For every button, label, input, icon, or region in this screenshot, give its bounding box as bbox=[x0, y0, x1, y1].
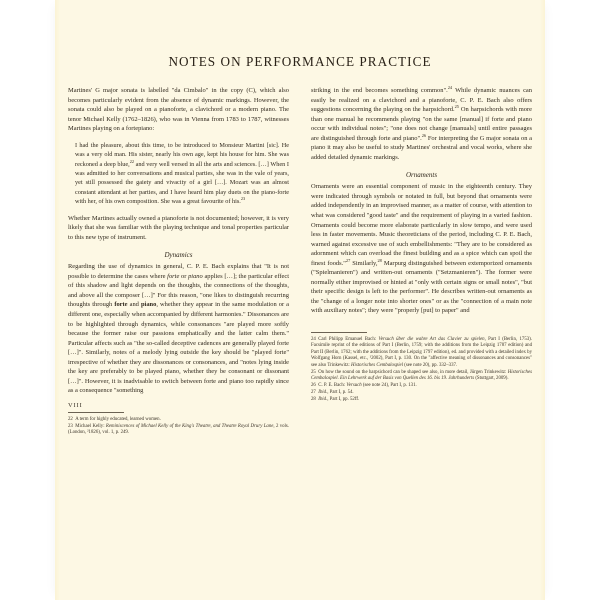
footnote-28-number: 28 bbox=[311, 396, 316, 402]
footnote-ref-26[interactable]: 26 bbox=[421, 132, 427, 138]
footnote-26-text-b: (see note 24), Part I, p. 131. bbox=[361, 382, 417, 388]
footnote-28 bbox=[311, 397, 532, 403]
left-paragraph-2: Whether Martines actually owned a pianoforte is not documented; however, it is very likely that she was familiar with the playing technique and tonal properties particular to this new type of instrument. bbox=[68, 214, 289, 241]
two-column-body bbox=[68, 86, 532, 437]
footnote-26 bbox=[311, 383, 532, 389]
footnote-23-number: 23 bbox=[68, 423, 73, 429]
footnote-24-text-c: (see note 20), pp. 332–337. bbox=[403, 362, 458, 368]
footnote-25 bbox=[311, 370, 532, 383]
footnote-25-text-a: On how the sound on the harpsichord can be shaped see also, in more detail, Jürgen Trinkewitz: bbox=[318, 369, 508, 375]
left-footnotes bbox=[68, 408, 289, 437]
rp2-part-c: Marpurg distinguished between extemporized ornaments ("Spielmanieren") and written-out ornaments ("Setzmanieren"). The former were normally either improvised or hinted at "only with certain signs or small notes", "but their specific design is left to the performer". He describes written-out ornaments as the "change of a longer note into shorter ones" or as the "connection of a main note with auxiliary notes"; they were "properly [put] to paper" and bbox=[311, 259, 532, 315]
right-footnotes bbox=[311, 328, 532, 403]
footnote-25-number: 25 bbox=[311, 369, 316, 375]
footnote-24-title-2: Historisches Cembalospiel bbox=[350, 362, 404, 368]
rp1-part-d: For interpreting the G major sonata on a piano it may also be useful to study Martines' orchestral and vocal works, where she added detailed dynamic markings. bbox=[311, 134, 532, 161]
rp1-part-b: While dynamic nuances can easily be realized on a clavichord and a pianoforte, C. P. E. Bach also offers suggestions concerning the playing on the harpsichord. bbox=[311, 87, 532, 114]
footnote-ref-24[interactable]: 24 bbox=[447, 84, 453, 90]
footnote-28-text-b: , Part I, pp. 52ff. bbox=[327, 396, 360, 402]
p3-italic-piano: piano bbox=[188, 272, 203, 280]
blockquote-text-1: I had the pleasure, about this time, to be introduced to Monsieur Martini [sic]. He was a very old man. His sister, nearly his own age, kept his house for him. She was reckoned a deep blue, bbox=[75, 141, 289, 168]
left-paragraph-1: Martines' G major sonata is labelled "da Cimbalo" in the copy (C), which also becomes particularly evident from the absence of dynamic markings. However, the sonata could also be played on a pianoforte, a clavichord or a modern piano. The tenor Michael Kelly (1762–1826), who was in Vienna from 1783 to 1787, witnesses Martines playing on a fortepiano: bbox=[68, 87, 289, 133]
footnote-23-text-b: , 2 vols. (London, ²1826), vol. 1, p. 249. bbox=[68, 423, 289, 436]
blockquote-text-2: and very well versed in all the arts and sciences. […] When I was admitted to her conversations and musical parties, she was in the vale of years, yet still possessed the gaiety and vivacity of a girl […]. Mozart was an almost constant attendant at her parties, and I have heard him play duets on the piano-forte with her, of his own composition. She was a great favourite of his. bbox=[75, 160, 289, 206]
p3-bold-forte: forte bbox=[114, 301, 128, 309]
p3-part-e: , whether they appear in the same modulation or a different one, especially when accompanied by different harmonies." Dissonances are to be highlighted through dynamics, while consonances "are played more softly because the former raise our passions emphatically and the latter calm them." Particular affects such as "the so-called deceptive cadences are generally played forte […]". Similarly, notes of a melody lying outside the key should be "played forte" irrespective of whether they are dissonances or consonances, and "notes lying inside the key are preferably to be played piano, whether they be consonant or dissonant […]". However, it is inadvisable to switch between forte and piano too rapidly since as a consequence "something bbox=[68, 301, 290, 395]
footnote-27-number: 27 bbox=[311, 389, 316, 395]
footnote-26-number: 26 bbox=[311, 382, 316, 388]
p3-part-c: applies […]; the particular effect of this shadow and light depends on the thoughts, the connections of the thoughts, and above all the composer […]" For this reason, "one likes to distinguish recurring thoughts through bbox=[68, 272, 289, 309]
p3-bold-piano: piano bbox=[140, 301, 157, 309]
footnote-27-text-b: , Part I, p. 54. bbox=[327, 389, 354, 395]
footnote-23-title: Reminiscences of Michael Kelly of the King's Theatre, and Theatre Royal Drury Lane bbox=[105, 423, 274, 429]
footnote-separator-rule bbox=[311, 332, 367, 333]
footnote-23 bbox=[68, 424, 289, 437]
footnote-ref-22[interactable]: 22 bbox=[129, 158, 134, 164]
footnote-separator-rule bbox=[68, 412, 124, 413]
footnote-ref-27[interactable]: 27 bbox=[345, 257, 351, 263]
footnote-ref-23[interactable]: 23 bbox=[240, 196, 246, 202]
page-title: NOTES ON PERFORMANCE PRACTICE bbox=[168, 54, 432, 69]
footnote-26-title: Versuch bbox=[346, 382, 362, 388]
footnote-ref-28[interactable]: 28 bbox=[377, 257, 382, 263]
page-number: VIII bbox=[68, 402, 83, 410]
right-paragraph-1 bbox=[311, 86, 532, 162]
footnote-24-text-a: Carl Philipp Emanuel Bach: bbox=[318, 337, 379, 343]
footnote-26-text-a: C. P. E. Bach: bbox=[318, 382, 347, 388]
left-blockquote bbox=[68, 141, 289, 207]
p3-part-b: or bbox=[179, 272, 189, 280]
book-page bbox=[55, 0, 545, 600]
rp1-part-a: striking in the end becomes something common". bbox=[311, 87, 448, 94]
footnote-25-text-b: (Stuttgart, 2009). bbox=[474, 375, 509, 381]
footnote-22-text: A term for highly educated, learned women. bbox=[75, 416, 161, 422]
footnote-25-title: Historisches Cembalospiel. Ein Lehrwerk auf der Basis von Quellen des 16. bis 19. Jahrhunderts bbox=[311, 369, 532, 381]
footnote-23-text-a: Michael Kelly: bbox=[75, 423, 106, 429]
right-column bbox=[311, 86, 532, 437]
footnote-ref-25[interactable]: 25 bbox=[454, 103, 459, 109]
p3-part-d: and bbox=[127, 301, 141, 309]
section-heading-ornaments: Ornaments bbox=[405, 171, 438, 180]
footnote-24 bbox=[311, 337, 532, 369]
rp2-part-b: Similarly, bbox=[350, 259, 378, 267]
p3-part-a: Regarding the use of dynamics in general, C. P. E. Bach explains that "It is not possible to determine the cases where bbox=[68, 263, 289, 280]
p3-italic-forte: forte bbox=[167, 272, 180, 280]
rp2-part-a: Ornaments were an essential component of music in the eighteenth century. They were indicated through symbols or notated in full, but beyond that ornaments were added independently in an improvised manner, as a matter of course, with attention to what was considered "good taste" and the requirement of playing in a varied fashion. Ornaments could become more elaborate particularly in slow tempo, and were used less in faster movements. Music theoreticians of the period, including C. P. E. Bach, warned against excessive use of such embellishments: "They are to be considered as adornment which can overload the finest building and as a spice which can spoil the finest foods." bbox=[311, 183, 532, 267]
footnote-27-ibid: Ibid. bbox=[318, 389, 328, 395]
footnote-24-number: 24 bbox=[311, 337, 316, 343]
footnote-24-title: Versuch über die wahre Art das Clavier zu spielen bbox=[378, 337, 485, 343]
footnote-27 bbox=[311, 390, 532, 396]
section-heading-dynamics: Dynamics bbox=[164, 251, 193, 260]
rp1-part-c: On harpsichords with more than one manual he recommends playing "on the same [manual] if forte and piano occur with individual notes"; "one does not change [manuals] until entire passages are distinguished through forte and piano". bbox=[311, 106, 532, 142]
left-column bbox=[68, 86, 289, 437]
right-paragraph-2 bbox=[311, 182, 532, 316]
footnote-22-number: 22 bbox=[68, 416, 73, 422]
footnote-28-ibid: Ibid. bbox=[318, 396, 328, 402]
page-content bbox=[68, 0, 532, 600]
left-paragraph-3 bbox=[68, 262, 289, 396]
footnote-22 bbox=[68, 417, 289, 423]
footnote-24-text-b: , Part I (Berlin, 1753). Facsimile reprint of the editions of Part I (Berlin, 1759; with the additions from the Leipzig 1787 edition) and Part II (Berlin, 1762; with the additions from the Leipzig 1797 edition), ed. and provided with a detailed index by Wolfgang Horn (Kassel, etc., ¹2002), Part I, p. 130. On the "affective meaning of dissonances and consonances" see also Trinkewitz: bbox=[311, 337, 532, 368]
